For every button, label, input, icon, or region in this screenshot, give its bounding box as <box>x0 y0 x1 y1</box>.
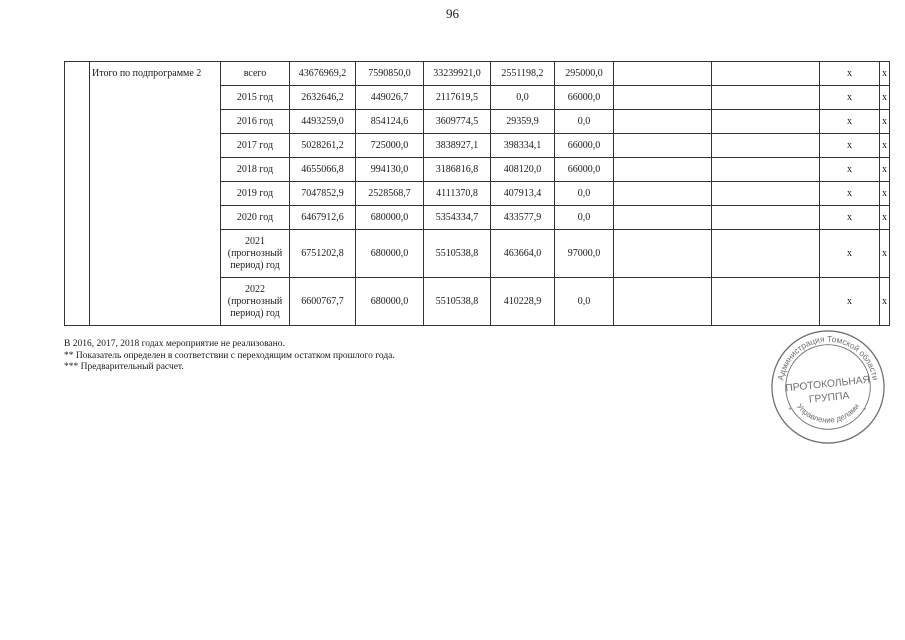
x-cell: x <box>820 182 880 206</box>
value-cell: 994130,0 <box>356 158 424 182</box>
value-cell: 66000,0 <box>555 134 614 158</box>
value-cell: 29359,9 <box>491 110 555 134</box>
official-stamp <box>769 328 887 446</box>
value-cell: 680000,0 <box>356 230 424 278</box>
empty-cell <box>614 230 712 278</box>
value-cell: 2551198,2 <box>491 62 555 86</box>
value-cell: 407913,4 <box>491 182 555 206</box>
empty-cell <box>614 110 712 134</box>
value-cell: 5510538,8 <box>424 230 491 278</box>
x-cell: x <box>880 62 890 86</box>
empty-cell <box>614 182 712 206</box>
value-cell: 66000,0 <box>555 86 614 110</box>
value-cell: 4655066,8 <box>290 158 356 182</box>
x-cell: x <box>820 206 880 230</box>
empty-cell <box>614 134 712 158</box>
empty-cell <box>614 62 712 86</box>
empty-cell <box>712 206 820 230</box>
stamp-bottom-text: Управление делами <box>794 401 862 425</box>
x-cell: x <box>820 86 880 110</box>
value-cell: 33239921,0 <box>424 62 491 86</box>
x-cell: x <box>880 110 890 134</box>
value-cell: 408120,0 <box>491 158 555 182</box>
footnote: В 2016, 2017, 2018 годах мероприятие не реализовано. <box>64 339 285 349</box>
value-cell: 433577,9 <box>491 206 555 230</box>
empty-cell <box>614 158 712 182</box>
value-cell: 0,0 <box>491 86 555 110</box>
empty-cell <box>712 230 820 278</box>
x-cell: x <box>880 182 890 206</box>
table-row <box>65 62 890 86</box>
x-cell: x <box>820 110 880 134</box>
x-cell: x <box>820 278 880 326</box>
page-number: 96 <box>446 6 459 21</box>
period-cell: 2021 (прогнозный период) год <box>221 230 290 278</box>
value-cell: 3838927,1 <box>424 134 491 158</box>
period-cell: 2017 год <box>221 134 290 158</box>
value-cell: 295000,0 <box>555 62 614 86</box>
value-cell: 3186816,8 <box>424 158 491 182</box>
value-cell: 2632646,2 <box>290 86 356 110</box>
value-cell: 680000,0 <box>356 278 424 326</box>
period-cell: 2019 год <box>221 182 290 206</box>
empty-cell <box>712 86 820 110</box>
footnote: *** Предварительный расчет. <box>64 362 184 372</box>
value-cell: 43676969,2 <box>290 62 356 86</box>
value-cell: 0,0 <box>555 110 614 134</box>
x-cell: x <box>880 206 890 230</box>
value-cell: 4493259,0 <box>290 110 356 134</box>
stamp-center-line2: ГРУППА <box>808 390 850 406</box>
value-cell: 2117619,5 <box>424 86 491 110</box>
value-cell: 4111370,8 <box>424 182 491 206</box>
footnotes <box>64 339 395 374</box>
subprogram-title-cell: Итого по подпрограмме 2 <box>90 62 221 326</box>
x-cell: x <box>880 86 890 110</box>
empty-cell <box>614 86 712 110</box>
value-cell: 0,0 <box>555 182 614 206</box>
value-cell: 66000,0 <box>555 158 614 182</box>
period-cell: 2016 год <box>221 110 290 134</box>
value-cell: 398334,1 <box>491 134 555 158</box>
x-cell: x <box>820 62 880 86</box>
empty-cell <box>712 134 820 158</box>
value-cell: 7047852,9 <box>290 182 356 206</box>
stamp-center-line1: ПРОТОКОЛЬНАЯ <box>784 374 871 395</box>
row-number-cell <box>65 62 90 326</box>
value-cell: 5028261,2 <box>290 134 356 158</box>
table-body <box>65 62 890 326</box>
value-cell: 7590850,0 <box>356 62 424 86</box>
value-cell: 3609774,5 <box>424 110 491 134</box>
empty-cell <box>712 158 820 182</box>
value-cell: 5354334,7 <box>424 206 491 230</box>
x-cell: x <box>880 158 890 182</box>
footnote: ** Показатель определен в соответствии с переходящим остатком прошлого года. <box>64 350 395 361</box>
value-cell: 2528568,7 <box>356 182 424 206</box>
value-cell: 680000,0 <box>356 206 424 230</box>
budget-table <box>64 61 890 326</box>
value-cell: 6467912,6 <box>290 206 356 230</box>
stamp-star: * <box>863 407 867 415</box>
x-cell: x <box>880 134 890 158</box>
empty-cell <box>712 182 820 206</box>
stamp-star: * <box>788 407 792 415</box>
period-cell: 2018 год <box>221 158 290 182</box>
x-cell: x <box>820 134 880 158</box>
value-cell: 410228,9 <box>491 278 555 326</box>
empty-cell <box>614 206 712 230</box>
period-cell: 2015 год <box>221 86 290 110</box>
value-cell: 725000,0 <box>356 134 424 158</box>
value-cell: 6751202,8 <box>290 230 356 278</box>
value-cell: 6600767,7 <box>290 278 356 326</box>
x-cell: x <box>820 158 880 182</box>
stamp-outer-text: Администрация Томской области <box>775 333 881 382</box>
value-cell: 97000,0 <box>555 230 614 278</box>
period-cell: 2020 год <box>221 206 290 230</box>
empty-cell <box>614 278 712 326</box>
period-cell: всего <box>221 62 290 86</box>
value-cell: 449026,7 <box>356 86 424 110</box>
value-cell: 854124,6 <box>356 110 424 134</box>
x-cell: x <box>880 278 890 326</box>
value-cell: 5510538,8 <box>424 278 491 326</box>
empty-cell <box>712 278 820 326</box>
x-cell: x <box>820 230 880 278</box>
empty-cell <box>712 62 820 86</box>
period-cell: 2022 (прогнозный период) год <box>221 278 290 326</box>
value-cell: 463664,0 <box>491 230 555 278</box>
value-cell: 0,0 <box>555 278 614 326</box>
value-cell: 0,0 <box>555 206 614 230</box>
empty-cell <box>712 110 820 134</box>
x-cell: x <box>880 230 890 278</box>
